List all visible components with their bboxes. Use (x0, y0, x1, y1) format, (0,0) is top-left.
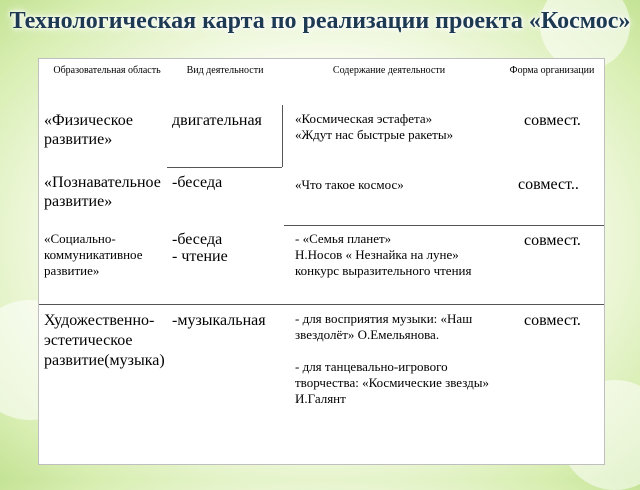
content-line: - для танцевально-игрового творчества: «Космические звезды» И.Галянт (295, 359, 489, 406)
activity-line: -беседа (172, 231, 223, 248)
cell-area: Художественно-эстетическое развитие(музыка) (44, 312, 165, 369)
content-line: - «Семья планет» (295, 231, 392, 246)
content-line: «Космическая эстафета» (295, 111, 433, 126)
column-divider (282, 105, 283, 167)
header-activity: Вид деятельности (186, 65, 264, 76)
page-title: Технологическая карта по реализации проекта «Космос» (9, 8, 631, 34)
content-line: - для восприятия музыки: «Наш звездолёт» О.Емельянова. (295, 311, 473, 342)
activity-line: - чтение (172, 248, 228, 265)
cell-activity: -беседа (172, 174, 223, 191)
cell-area: «Познавательное развитие» (44, 174, 161, 210)
cell-area: «Социально-коммуникативное развитие» (44, 231, 143, 278)
table-row (39, 225, 604, 303)
cell-form: совмест. (524, 312, 581, 329)
cell-content (295, 231, 511, 279)
content-line: Н.Носов « Незнайка на луне» (295, 247, 459, 262)
cell-activity (167, 225, 283, 265)
table-header-row (39, 59, 604, 103)
cell-content (295, 311, 509, 407)
content-line: «Ждут нас быстрые ракеты» (295, 127, 454, 142)
header-content: Содержание деятельности (332, 65, 446, 76)
header-form: Форма организации (509, 65, 595, 76)
table-row (39, 105, 604, 167)
cell-content (295, 177, 505, 193)
content-line: «Что такое космос» (295, 177, 404, 192)
content-line: конкурс выразительного чтения (295, 263, 472, 278)
table-row (39, 167, 604, 225)
cell-content (295, 111, 505, 143)
cell-form: совмест. (524, 112, 581, 129)
cell-area: «Физическое развитие» (44, 112, 133, 148)
cell-form: совмест. (524, 232, 581, 249)
cell-activity: -музыкальная (172, 312, 266, 329)
cell-form: совмест.. (518, 176, 579, 193)
table-row (39, 305, 604, 463)
technology-map-table (38, 58, 605, 465)
header-area: Образовательная область (53, 65, 161, 76)
cell-activity: двигательная (172, 112, 262, 129)
